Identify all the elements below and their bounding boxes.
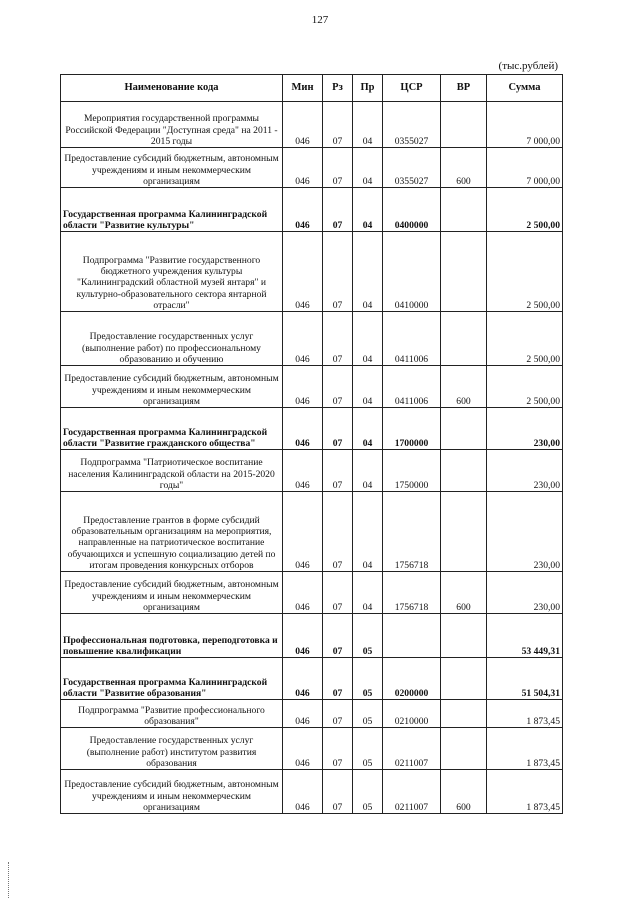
row-sum: 230,00 <box>487 492 563 572</box>
row-name: Государственная программа Калининградской области "Развитие культуры" <box>61 188 283 232</box>
row-rz: 07 <box>323 450 353 492</box>
row-vr: 600 <box>441 572 487 614</box>
table-row <box>61 614 563 658</box>
row-pr: 04 <box>353 572 383 614</box>
table-row <box>61 572 563 614</box>
margin-mark <box>8 862 10 898</box>
row-min: 046 <box>283 492 323 572</box>
row-vr <box>441 232 487 312</box>
row-rz: 07 <box>323 232 353 312</box>
row-csr: 1756718 <box>383 572 441 614</box>
row-pr: 04 <box>353 492 383 572</box>
budget-table <box>60 74 563 814</box>
row-min: 046 <box>283 366 323 408</box>
row-min: 046 <box>283 408 323 450</box>
table-row <box>61 148 563 188</box>
row-sum: 2 500,00 <box>487 312 563 366</box>
row-csr <box>383 614 441 658</box>
row-min: 046 <box>283 700 323 728</box>
row-vr: 600 <box>441 366 487 408</box>
header-name: Наименование кода <box>61 75 283 102</box>
row-pr: 04 <box>353 102 383 148</box>
table-row <box>61 188 563 232</box>
row-name: Подпрограмма "Развитие профессионального образования" <box>61 700 283 728</box>
row-pr: 04 <box>353 312 383 366</box>
row-min: 046 <box>283 728 323 770</box>
header-rz: Рз <box>323 75 353 102</box>
row-vr <box>441 102 487 148</box>
row-name: Предоставление государственных услуг (выполнение работ) по профессиональному образованию и обучению <box>61 312 283 366</box>
table-body <box>61 102 563 814</box>
row-pr: 05 <box>353 770 383 814</box>
header-vr: ВР <box>441 75 487 102</box>
header-pr: Пр <box>353 75 383 102</box>
row-pr: 04 <box>353 450 383 492</box>
row-vr <box>441 700 487 728</box>
header-min: Мин <box>283 75 323 102</box>
row-name: Предоставление грантов в форме субсидий образовательным организациям на мероприятия, направленные на патриотическое воспитание обучающихся и успешную социализацию детей по итогам проведения конкурсных отборов <box>61 492 283 572</box>
row-rz: 07 <box>323 102 353 148</box>
row-name: Мероприятия государственной программы Российской Федерации "Доступная среда" на 2011 - 2015 годы <box>61 102 283 148</box>
row-min: 046 <box>283 614 323 658</box>
header-sum: Сумма <box>487 75 563 102</box>
row-sum: 51 504,31 <box>487 658 563 700</box>
row-rz: 07 <box>323 188 353 232</box>
units-label: (тыс.рублей) <box>498 60 558 72</box>
table-row <box>61 102 563 148</box>
row-vr <box>441 614 487 658</box>
table-row <box>61 728 563 770</box>
row-min: 046 <box>283 450 323 492</box>
row-csr: 0211007 <box>383 770 441 814</box>
row-vr: 600 <box>441 770 487 814</box>
table-row <box>61 366 563 408</box>
row-sum: 7 000,00 <box>487 102 563 148</box>
page-number: 127 <box>311 14 329 26</box>
row-csr: 0211007 <box>383 728 441 770</box>
table-row <box>61 770 563 814</box>
row-csr: 0200000 <box>383 658 441 700</box>
row-name: Предоставление субсидий бюджетным, автономным учреждениям и иным некоммерческим организациям <box>61 572 283 614</box>
table-row <box>61 312 563 366</box>
row-pr: 04 <box>353 408 383 450</box>
row-pr: 04 <box>353 148 383 188</box>
row-pr: 04 <box>353 366 383 408</box>
row-pr: 05 <box>353 658 383 700</box>
row-name: Профессиональная подготовка, переподготовка и повышение квалификации <box>61 614 283 658</box>
row-vr <box>441 492 487 572</box>
row-name: Предоставление субсидий бюджетным, автономным учреждениям и иным некоммерческим организациям <box>61 366 283 408</box>
row-csr: 1700000 <box>383 408 441 450</box>
row-sum: 2 500,00 <box>487 366 563 408</box>
row-pr: 05 <box>353 728 383 770</box>
row-name: Подпрограмма "Развитие государственного бюджетного учреждения культуры "Калининградский областной музей янтаря" и культурно-образовательного сектора янтарной отрасли" <box>61 232 283 312</box>
row-rz: 07 <box>323 408 353 450</box>
table-row <box>61 408 563 450</box>
row-rz: 07 <box>323 728 353 770</box>
row-pr: 04 <box>353 188 383 232</box>
row-pr: 05 <box>353 700 383 728</box>
table-row <box>61 658 563 700</box>
row-min: 046 <box>283 572 323 614</box>
row-rz: 07 <box>323 770 353 814</box>
row-vr <box>441 408 487 450</box>
row-min: 046 <box>283 770 323 814</box>
row-vr <box>441 312 487 366</box>
row-name: Предоставление государственных услуг (выполнение работ) институтом развития образования <box>61 728 283 770</box>
row-sum: 230,00 <box>487 572 563 614</box>
row-rz: 07 <box>323 700 353 728</box>
table-row <box>61 492 563 572</box>
row-sum: 230,00 <box>487 450 563 492</box>
row-pr: 04 <box>353 232 383 312</box>
row-vr <box>441 658 487 700</box>
row-csr: 0411006 <box>383 366 441 408</box>
row-rz: 07 <box>323 658 353 700</box>
table-row <box>61 700 563 728</box>
row-name: Предоставление субсидий бюджетным, автономным учреждениям и иным некоммерческим организациям <box>61 770 283 814</box>
row-sum: 53 449,31 <box>487 614 563 658</box>
row-rz: 07 <box>323 366 353 408</box>
row-name: Подпрограмма "Патриотическое воспитание населения Калининградской области на 2015-2020 годы" <box>61 450 283 492</box>
row-sum: 230,00 <box>487 408 563 450</box>
row-min: 046 <box>283 102 323 148</box>
row-rz: 07 <box>323 492 353 572</box>
row-csr: 1756718 <box>383 492 441 572</box>
row-csr: 0400000 <box>383 188 441 232</box>
table-row <box>61 450 563 492</box>
row-vr <box>441 728 487 770</box>
row-pr: 05 <box>353 614 383 658</box>
row-csr: 0355027 <box>383 102 441 148</box>
row-rz: 07 <box>323 614 353 658</box>
header-csr: ЦСР <box>383 75 441 102</box>
table-row <box>61 232 563 312</box>
row-csr: 0410000 <box>383 232 441 312</box>
row-name: Государственная программа Калининградской области "Развитие гражданского общества" <box>61 408 283 450</box>
row-sum: 2 500,00 <box>487 232 563 312</box>
row-min: 046 <box>283 312 323 366</box>
row-rz: 07 <box>323 148 353 188</box>
row-sum: 1 873,45 <box>487 728 563 770</box>
row-vr <box>441 450 487 492</box>
row-min: 046 <box>283 232 323 312</box>
row-csr: 1750000 <box>383 450 441 492</box>
row-sum: 7 000,00 <box>487 148 563 188</box>
row-csr: 0210000 <box>383 700 441 728</box>
row-name: Предоставление субсидий бюджетным, автономным учреждениям и иным некоммерческим организациям <box>61 148 283 188</box>
row-sum: 1 873,45 <box>487 700 563 728</box>
row-csr: 0355027 <box>383 148 441 188</box>
row-sum: 1 873,45 <box>487 770 563 814</box>
row-min: 046 <box>283 188 323 232</box>
row-csr: 0411006 <box>383 312 441 366</box>
row-rz: 07 <box>323 312 353 366</box>
row-vr: 600 <box>441 148 487 188</box>
row-min: 046 <box>283 148 323 188</box>
row-sum: 2 500,00 <box>487 188 563 232</box>
row-rz: 07 <box>323 572 353 614</box>
row-min: 046 <box>283 658 323 700</box>
row-name: Государственная программа Калининградской области "Развитие образования" <box>61 658 283 700</box>
row-vr <box>441 188 487 232</box>
table-header-row <box>61 75 563 102</box>
